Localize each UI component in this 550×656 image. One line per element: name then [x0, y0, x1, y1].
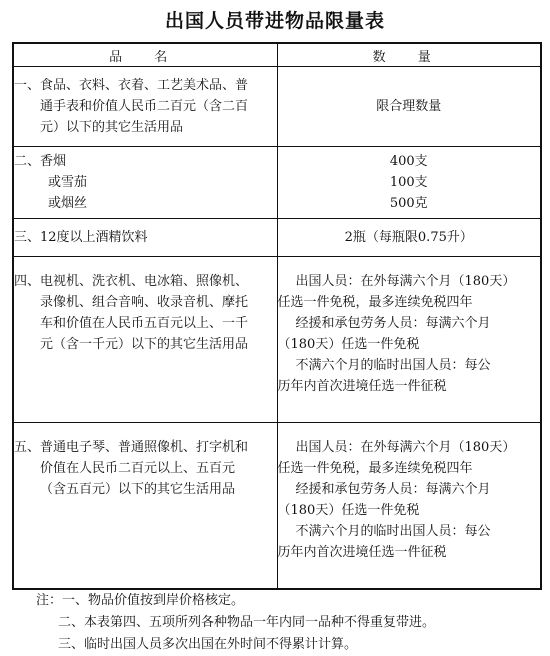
item-line: 一、食品、衣料、衣着、工艺美术品、普	[14, 78, 249, 93]
item-line: 车和价值在人民币五百元以上、一千	[40, 316, 249, 331]
row-qty-cell	[277, 219, 541, 257]
qty-line: 100支	[389, 175, 428, 190]
row-qty-cell	[277, 67, 541, 147]
qty-line: 经援和承包劳务人员：每满六个月	[295, 316, 491, 331]
qty-line: （180天）任选一件免税	[277, 503, 420, 518]
row-item-cell	[13, 219, 277, 257]
page-title: 出国人员带进物品限量表	[164, 10, 385, 32]
header-item-name: 品 名	[13, 43, 277, 67]
item-line: 通手表和价值人民币二百元（含二百	[40, 99, 249, 114]
item-line: 或烟丝	[48, 196, 88, 211]
row-qty-cell	[277, 423, 541, 589]
table-row	[13, 423, 541, 589]
qty-line: （180天）任选一件免税	[277, 337, 420, 352]
table-row	[13, 219, 541, 257]
row-qty-cell	[277, 147, 541, 219]
table-header-row	[13, 43, 541, 67]
item-line: 五、普通电子琴、普通照像机、打字机和	[14, 440, 249, 455]
table-row	[13, 147, 541, 219]
footnote-2: 二、本表第四、五项所列各种物品一年内同一品种不得重复带进。	[58, 615, 436, 630]
row-item-cell	[13, 147, 277, 219]
table-row	[13, 67, 541, 147]
qty-line: 任选一件免税，最多连续免税四年	[277, 295, 473, 310]
row-qty-cell	[277, 257, 541, 423]
item-line: 录像机、组合音响、收录音机、摩托	[40, 295, 249, 310]
table-row	[13, 257, 541, 423]
item-line: 四、电视机、洗衣机、电冰箱、照像机、	[14, 274, 249, 289]
item-line: 元）以下的其它生活用品	[40, 120, 184, 135]
qty-line: 出国人员：在外每满六个月（180天）	[295, 274, 516, 289]
qty-line: 2瓶（每瓶限0.75升）	[344, 230, 473, 245]
row-item-cell	[13, 257, 277, 423]
qty-line: 出国人员：在外每满六个月（180天）	[295, 440, 516, 455]
item-line: （含五百元）以下的其它生活用品	[40, 482, 236, 497]
row-item-cell	[13, 67, 277, 147]
item-line: 三、12度以上酒精饮料	[14, 230, 148, 245]
item-line: 或雪茄	[48, 175, 88, 190]
qty-line: 不满六个月的临时出国人员：每公	[295, 524, 491, 539]
qty-line: 历年内首次进境任选一件征税	[277, 545, 447, 560]
qty-line: 历年内首次进境任选一件征税	[277, 379, 447, 394]
footnote-3: 三、临时出国人员多次出国在外时间不得累计计算。	[58, 637, 358, 652]
qty-line: 经援和承包劳务人员：每满六个月	[295, 482, 491, 497]
footnotes	[36, 590, 435, 656]
footnote-1: 注：一、物品价值按到岸价格核定。	[36, 593, 245, 608]
item-line: 元（含一千元）以下的其它生活用品	[40, 337, 249, 352]
item-line: 二、香烟	[14, 154, 67, 169]
qty-line: 不满六个月的临时出国人员：每公	[295, 358, 491, 373]
item-line: 价值在人民币二百元以上、五百元	[40, 461, 236, 476]
qty-line: 400支	[389, 154, 428, 169]
row-item-cell	[13, 423, 277, 589]
qty-line: 500克	[389, 196, 428, 211]
qty-line: 任选一件免税，最多连续免税四年	[277, 461, 473, 476]
header-quantity: 数 量	[277, 43, 541, 67]
limits-table	[12, 42, 542, 590]
qty-line: 限合理数量	[376, 99, 442, 114]
